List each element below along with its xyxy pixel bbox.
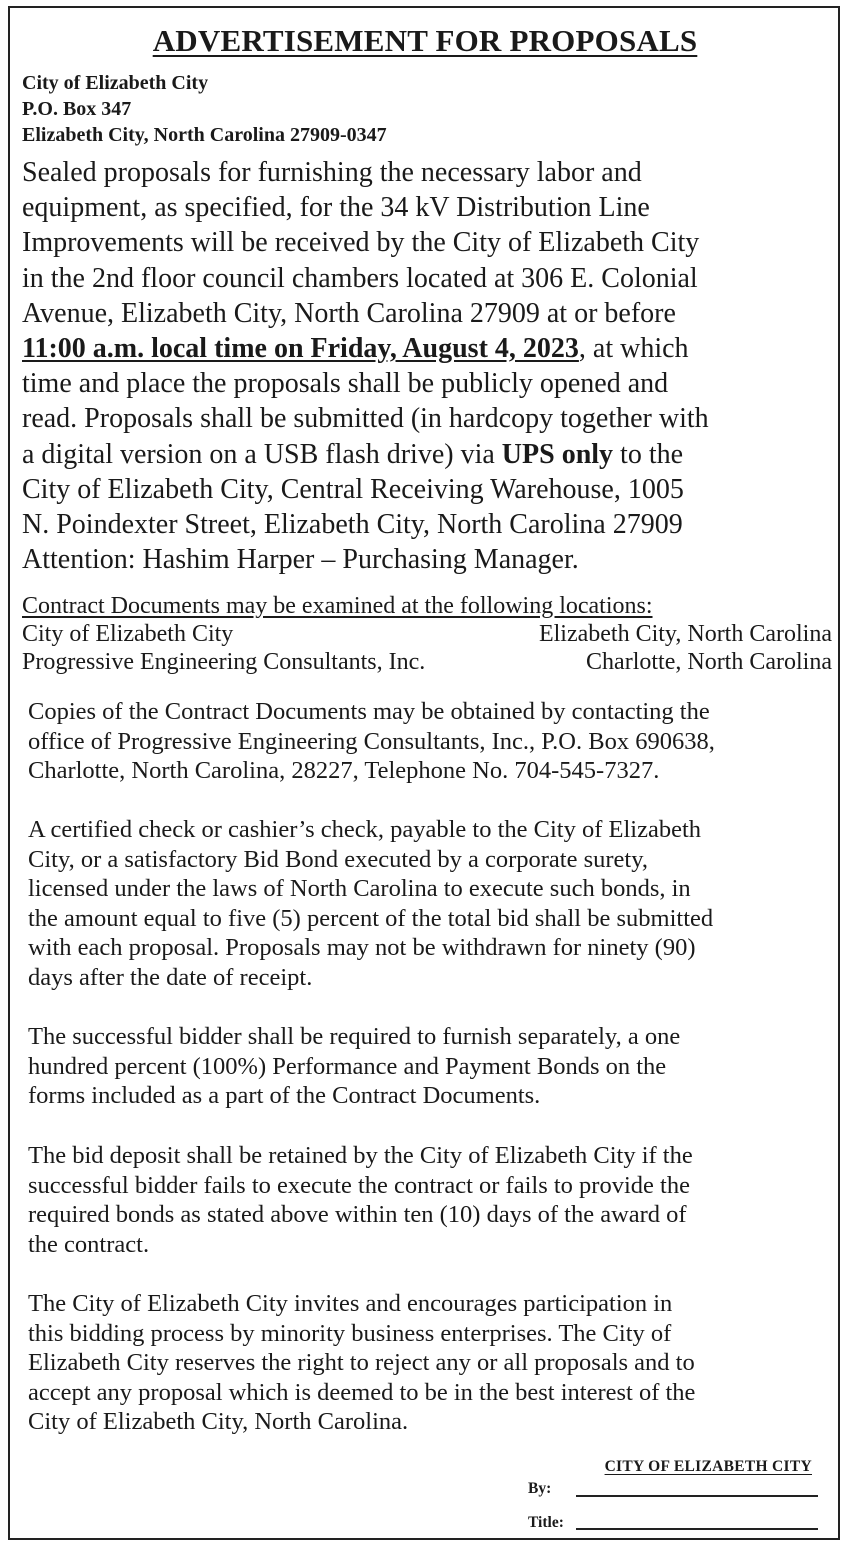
intro-line: in the 2nd floor council chambers located at 306 E. Colonial — [22, 262, 698, 294]
by-label: By: — [528, 1480, 552, 1497]
intro-line: Avenue, Elizabeth City, North Carolina 27909 at or before — [22, 297, 676, 329]
intro-paragraph — [22, 155, 832, 577]
ups-only-text: UPS only — [501, 438, 614, 470]
deadline-text: 11:00 a.m. local time on Friday, August 4, 2023 — [22, 333, 579, 365]
location-row — [22, 620, 832, 648]
address-block — [22, 70, 387, 148]
intro-line: 11:00 a.m. local time on Friday, August 4, 2023, at which — [22, 333, 689, 365]
intro-line: read. Proposals shall be submitted (in hardcopy together with — [22, 403, 709, 435]
intro-line: N. Poindexter Street, Elizabeth City, North Carolina 27909 — [22, 509, 683, 541]
bid-bond-paragraph: A certified check or cashier’s check, payable to the City of Elizabeth City, or a satisfactory Bid Bond executed by a corporate surety, licensed under the laws of North Carolina to execute such bonds, in the amount equal to five (5) percent of the total bid shall be submitted with each proposal. Proposals may not be withdrawn for ninety (90) days after the date of receipt. — [28, 816, 714, 991]
copies-paragraph: Copies of the Contract Documents may be obtained by contacting the office of Progressive Engineering Consultants, Inc., P.O. Box 690638, Charlotte, North Carolina, 28227, Telephone No. 704-545-7327. — [28, 698, 715, 784]
title-signature-line — [576, 1528, 818, 1530]
locations-block — [22, 592, 832, 676]
bid-deposit-paragraph: The bid deposit shall be retained by the City of Elizabeth City if the successful bidder fails to execute the contract or fails to provide the required bonds as stated above within ten (10) days of the award of the contract. — [28, 1142, 693, 1258]
address-line: P.O. Box 347 — [22, 98, 132, 120]
title-label: Title: — [528, 1514, 564, 1531]
location-name: Progressive Engineering Consultants, Inc. — [22, 649, 426, 675]
location-row — [22, 648, 832, 676]
by-signature-line — [576, 1495, 818, 1497]
intro-line: a digital version on a USB flash drive) via UPS only to the — [22, 438, 684, 470]
minority-business-paragraph: The City of Elizabeth City invites and encourages participation in this bidding process by minority business enterprises. The City of Elizabeth City reserves the right to reject any or all proposals and to accept any proposal which is deemed to be in the best interest of the City of Elizabeth City, North Carolina. — [28, 1290, 696, 1435]
location-place: Charlotte, North Carolina — [586, 649, 832, 675]
intro-line: City of Elizabeth City, Central Receiving Warehouse, 1005 — [22, 473, 684, 505]
location-name: City of Elizabeth City — [22, 621, 234, 647]
performance-bond-paragraph: The successful bidder shall be required to furnish separately, a one hundred percent (100%) Performance and Payment Bonds on the forms included as a part of the Contract Documents. — [28, 1023, 681, 1109]
signature-header: CITY OF ELIZABETH CITY — [604, 1458, 812, 1475]
intro-line: equipment, as specified, for the 34 kV Distribution Line — [22, 192, 650, 224]
address-line: Elizabeth City, North Carolina 27909-0347 — [22, 124, 387, 146]
address-line: City of Elizabeth City — [22, 72, 209, 94]
intro-line: time and place the proposals shall be publicly opened and — [22, 368, 669, 400]
intro-line: Improvements will be received by the City of Elizabeth City — [22, 227, 700, 259]
locations-header: Contract Documents may be examined at the following locations: — [22, 593, 653, 619]
location-place: Elizabeth City, North Carolina — [538, 621, 832, 647]
ad-title: ADVERTISEMENT FOR PROPOSALS — [152, 23, 698, 58]
intro-line: Sealed proposals for furnishing the necessary labor and — [22, 157, 642, 188]
intro-line: Attention: Hashim Harper – Purchasing Manager. — [22, 544, 579, 576]
